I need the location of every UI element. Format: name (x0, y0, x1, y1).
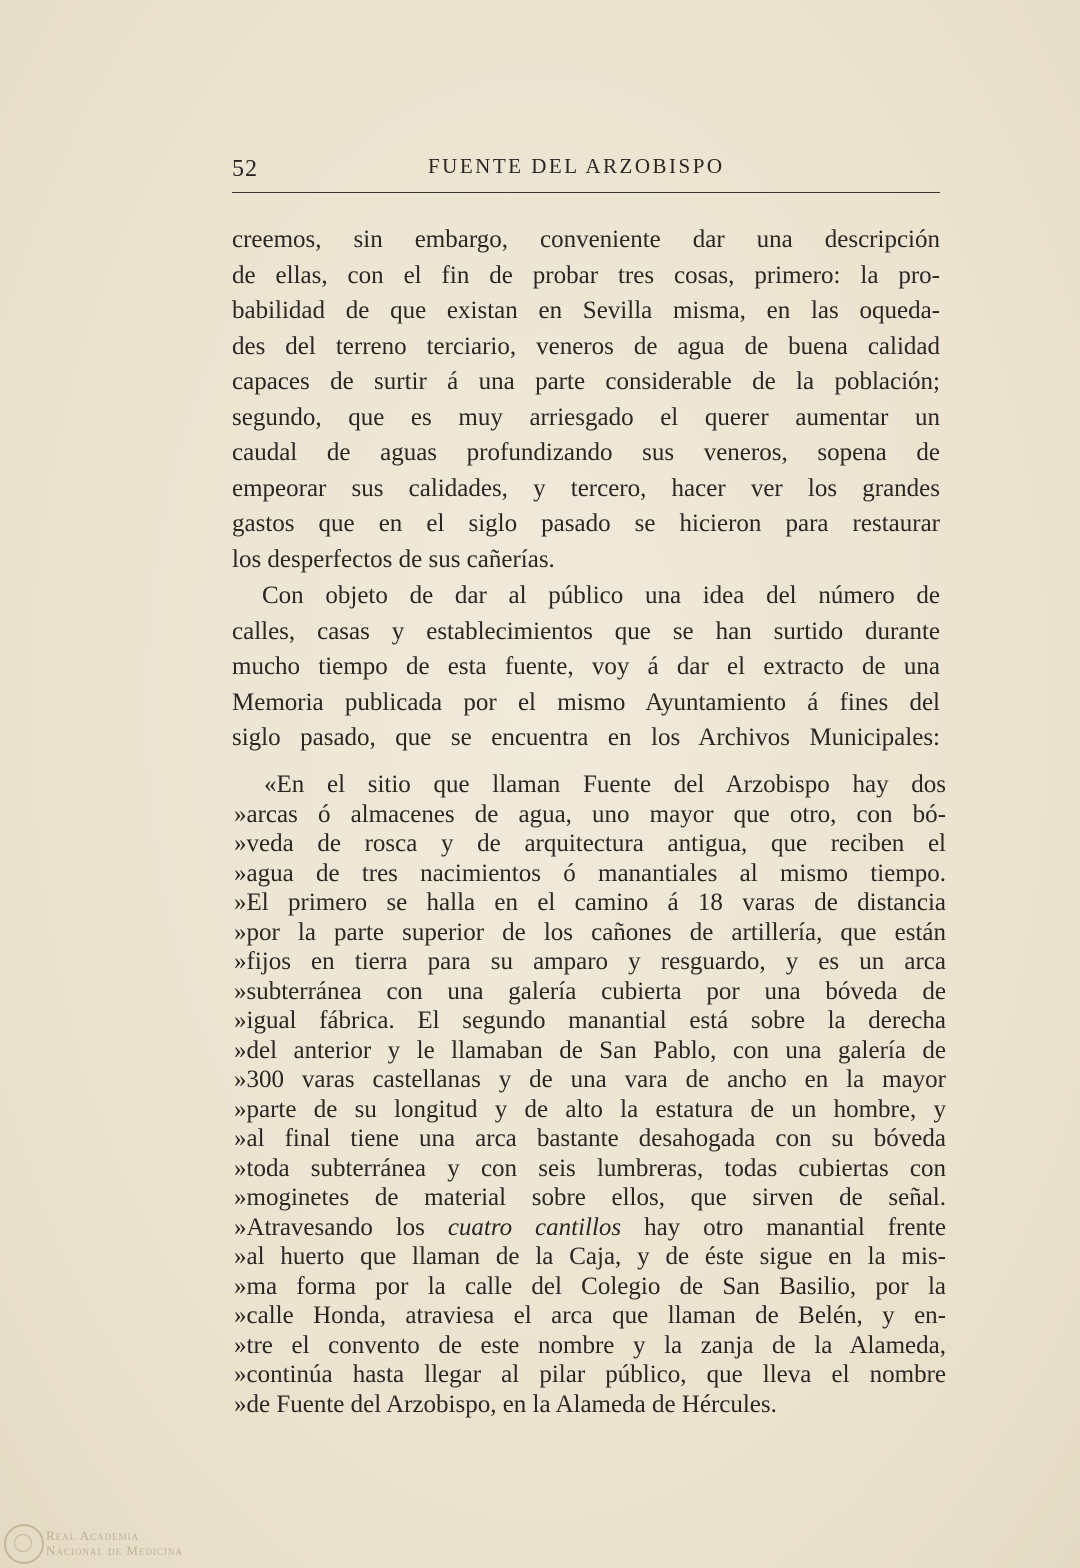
quote-line: »igual fábrica. El segundo manantial está sobre la derecha (234, 1007, 946, 1034)
quote-line-italic (234, 1213, 946, 1243)
quote-line: »moginetes de material sobre ellos, que sirven de señal. (234, 1184, 946, 1211)
text-line: los desperfectos de sus cañerías. (232, 545, 555, 573)
library-watermark (4, 1524, 194, 1564)
quote-line: »por la parte superior de los cañones de artillería, que están (234, 918, 946, 946)
text-line: siglo pasado, que se encuentra en los Archivos Municipales: (232, 724, 940, 751)
quote-line: »El primero se halla en el camino á 18 varas de distancia (234, 889, 946, 916)
italic-term: cuatro cantillos (447, 1213, 622, 1241)
text-line: mucho tiempo de esta fuente, voy á dar el extracto de una (232, 653, 940, 680)
quote-line: »veda de rosca y de arquitectura antigua, que reciben el (234, 830, 946, 857)
text-line: Con objeto de dar al público una idea del número de (262, 582, 940, 609)
watermark-text (46, 1528, 183, 1558)
quoted-memoir (234, 770, 946, 1419)
page-number: 52 (232, 156, 258, 182)
header-rule (232, 192, 940, 193)
text-line: calles, casas y establecimientos que se han surtido durante (232, 617, 940, 645)
quote-segment: »Atravesando los (234, 1213, 448, 1241)
text-line: creemos, sin embargo, conveniente dar una descripción (232, 226, 940, 253)
text-line: gastos que en el siglo pasado se hicieron para restaurar (232, 510, 940, 537)
quote-line: »parte de su longitud y de alto la estatura de un hombre, y (234, 1095, 946, 1123)
seal-icon (4, 1524, 44, 1564)
text-line: empeorar sus calidades, y tercero, hacer ver los grandes (232, 474, 940, 502)
quote-line: »toda subterránea y con seis lumbreras, todas cubiertas con (234, 1154, 946, 1182)
quote-line: »de Fuente del Arzobispo, en la Alameda de Hércules. (234, 1390, 777, 1418)
watermark-line-2: Nacional de Medicina (46, 1543, 183, 1558)
text-line: segundo, que es muy arriesgado el querer aumentar un (232, 403, 940, 431)
quote-line: »300 varas castellanas y de una vara de ancho en la mayor (234, 1066, 946, 1093)
quote-line: »agua de tres nacimientos ó manantiales al mismo tiempo. (234, 859, 946, 887)
text-line: capaces de surtir á una parte considerable de la población; (232, 368, 940, 395)
quote-line: »al huerto que llaman de la Caja, y de éste sigue en la mis- (234, 1243, 946, 1270)
quote-line: »calle Honda, atraviesa el arca que llaman de Belén, y en- (234, 1302, 946, 1329)
text-line: Memoria publicada por el mismo Ayuntamiento á fines del (232, 688, 940, 716)
quote-line: »del anterior y le llamaban de San Pablo, con una galería de (234, 1036, 946, 1064)
quote-line: »ma forma por la calle del Colegio de San Basilio, por la (234, 1272, 946, 1300)
quote-line: »continúa hasta llegar al pilar público, que lleva el nombre (234, 1361, 946, 1388)
text-line: de ellas, con el fin de probar tres cosas, primero: la pro- (232, 261, 940, 289)
quote-line: »arcas ó almacenes de agua, uno mayor que otro, con bó- (234, 800, 946, 828)
paragraph-2 (232, 578, 940, 756)
paragraph-1 (232, 222, 940, 577)
text-line: des del terreno terciario, veneros de agua de buena calidad (232, 332, 940, 360)
text-line: babilidad de que existan en Sevilla misma, en las oqueda- (232, 297, 940, 324)
quote-line: »fijos en tierra para su amparo y resguardo, y es un arca (234, 948, 946, 975)
quote-segment: hay otro manantial frente (621, 1213, 946, 1241)
quote-line: «En el sitio que llaman Fuente del Arzobispo hay dos (264, 771, 946, 798)
page-header (232, 150, 940, 190)
quote-line: »al final tiene una arca bastante desahogada con su bóveda (234, 1125, 946, 1152)
running-title: FUENTE DEL ARZOBISPO (428, 154, 725, 178)
watermark-line-1: Real Academia (46, 1528, 140, 1543)
quote-line: »subterránea con una galería cubierta por una bóveda de (234, 977, 946, 1005)
text-line: caudal de aguas profundizando sus veneros, sopena de (232, 439, 940, 466)
quote-line: »tre el convento de este nombre y la zanja de la Alameda, (234, 1331, 946, 1359)
